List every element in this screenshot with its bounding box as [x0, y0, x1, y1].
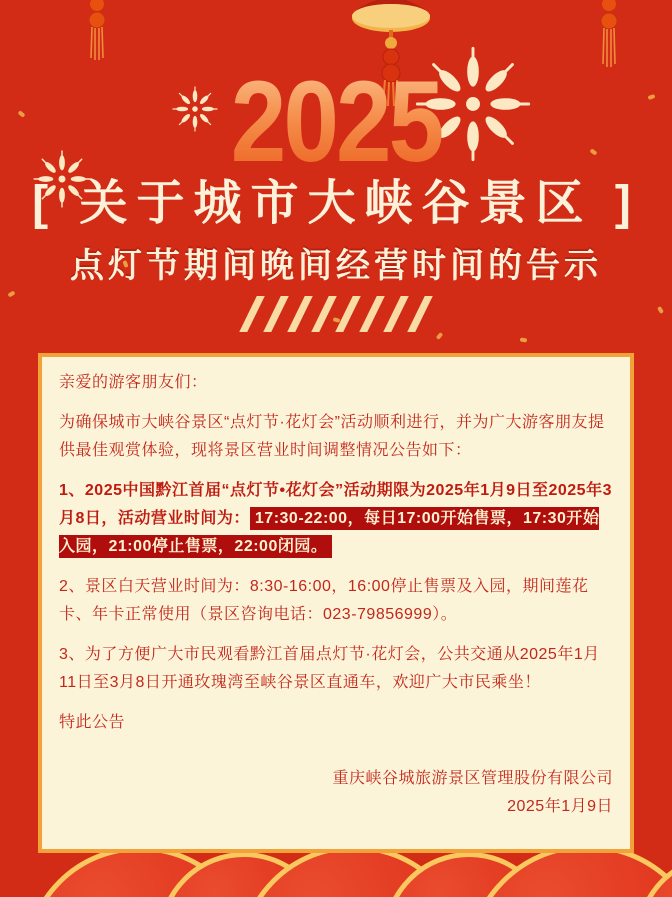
- notice-date: 2025年1月9日: [507, 798, 613, 815]
- notice-item-3: 3、为了方便广大市民观看黔江首届点灯节·花灯会，公共交通从2025年1月11日至3月8日开通玫瑰湾至峡谷景区直通车，欢迎广大市民乘坐！: [59, 646, 600, 691]
- company-name: 重庆峡谷城旅游景区管理股份有限公司: [332, 770, 613, 787]
- closing-text: 特此公告: [59, 714, 126, 731]
- notice-item-1-highlight: 17:30-22:00，每日17:00开始售票，17:30开始入园，21:00停止售票，22:00闭园。: [59, 507, 599, 558]
- tassel-right-icon: [596, 0, 622, 70]
- greeting-text: 亲爱的游客朋友们：: [59, 374, 208, 391]
- notice-item-1: [59, 477, 613, 561]
- slash-divider: [0, 296, 672, 334]
- intro-text: 为确保城市大峡谷景区“点灯节·花灯会”活动顺利进行，并为广大游客朋友提供最佳观赏体验，现将景区营业时间调整情况公告如下：: [59, 414, 605, 459]
- tassel-left-icon: [84, 0, 110, 62]
- poster-subtitle: 点灯节期间晚间经营时间的告示: [70, 247, 602, 285]
- signature-block: [59, 765, 613, 821]
- poster-title: [ 关于城市大峡谷景区 ]: [32, 177, 640, 230]
- notice-item-1-prefix: 1、2025中国黔江首届“点灯节•花灯会”活动期限为2025年1月9日至2025年3月8日，活动营业时间为：: [59, 482, 612, 527]
- year-headline: 2025: [0, 62, 672, 182]
- notice-card: [38, 353, 634, 853]
- notice-item-2: 2、景区白天营业时间为：8:30-16:00，16:00停止售票及入园，期间莲花卡、年卡正常使用（景区咨询电话：023-79856999）。: [59, 578, 589, 623]
- confetti-speck: [520, 337, 528, 342]
